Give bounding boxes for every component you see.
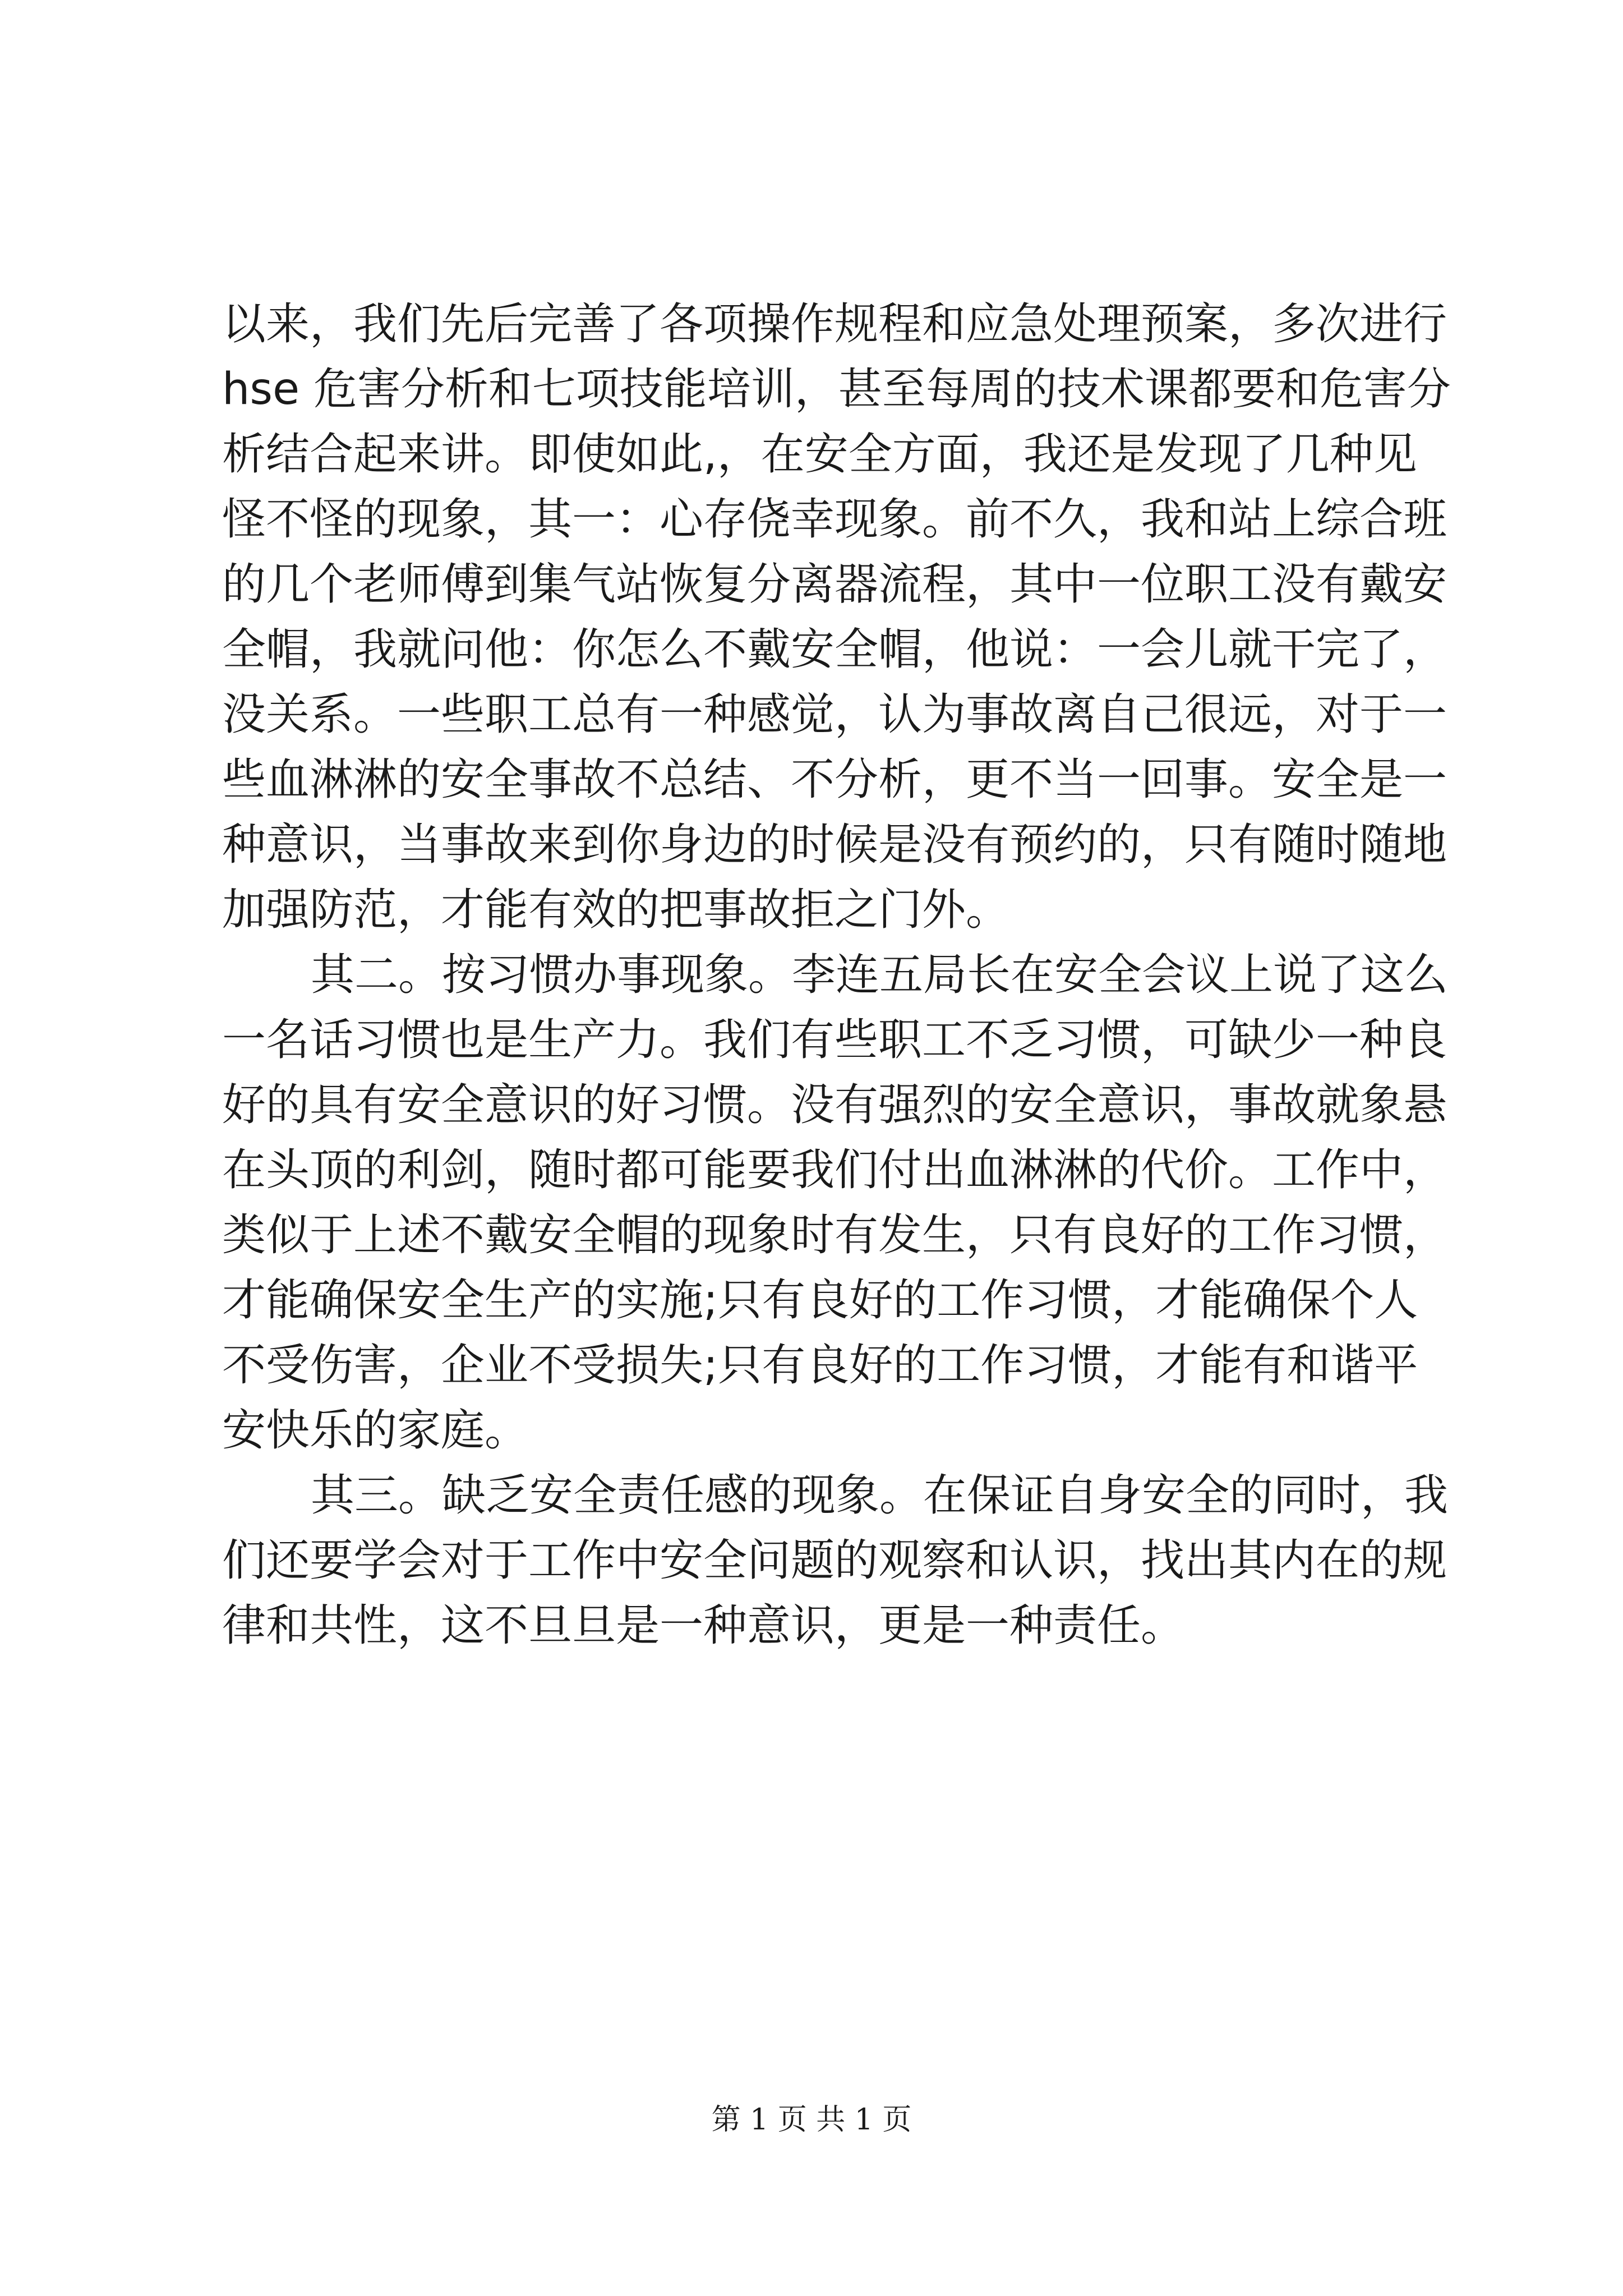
text-line: 没关系。一些职工总有一种感觉，认为事故离自己很远，对于一 (222, 689, 1447, 740)
text-line: 的几个老师傅到集气站恢复分离器流程，其中一位职工没有戴安 (222, 559, 1447, 610)
text-line: 在头顶的利剑，随时都可能要我们付出血淋淋的代价。工作中， (222, 1145, 1447, 1195)
text-line: 析结合起来讲。即使如此,，在安全方面，我还是发现了几种见 (222, 429, 1417, 480)
text-line: 才能确保安全生产的实施;只有良好的工作习惯，才能确保个人 (222, 1275, 1418, 1326)
text-line: 怪不怪的现象，其一：心存侥幸现象。前不久，我和站上综合班 (222, 494, 1447, 545)
text-line: 安快乐的家庭。 (222, 1405, 529, 1456)
text-line: 其二。按习惯办事现象。李连五局长在安全会议上说了这么 (311, 950, 1449, 1000)
text-line: hse 危害分析和七项技能培训，甚至每周的技术课都要和危害分 (222, 364, 1451, 415)
paragraph-1 (222, 292, 1451, 942)
paragraph-3 (222, 1463, 1449, 1658)
text-line: 类似于上述不戴安全帽的现象时有发生，只有良好的工作习惯， (222, 1210, 1447, 1260)
text-line: 其三。缺乏安全责任感的现象。在保证自身安全的同时，我 (311, 1470, 1449, 1521)
text-line: 不受伤害，企业不受损失;只有良好的工作习惯，才能有和谐平 (222, 1340, 1418, 1391)
text-line: 好的具有安全意识的好习惯。没有强烈的安全意识，事故就象悬 (222, 1080, 1447, 1130)
document-body (222, 292, 1451, 1658)
text-line: 一名话习惯也是生产力。我们有些职工不乏习惯，可缺少一种良 (222, 1015, 1447, 1065)
page-footer: 第 1 页 共 1 页 (711, 2103, 912, 2137)
text-line: 律和共性，这不旦旦是一种意识，更是一种责任。 (222, 1600, 1185, 1651)
text-line: 种意识，当事故来到你身边的时候是没有预约的，只有随时随地 (222, 820, 1447, 870)
text-line: 加强防范，才能有效的把事故拒之门外。 (222, 885, 1010, 935)
text-line: 们还要学会对于工作中安全问题的观察和认识，找出其内在的规 (222, 1535, 1447, 1586)
text-line: 全帽，我就问他：你怎么不戴安全帽，他说：一会儿就干完了， (222, 624, 1447, 675)
paragraph-2 (222, 942, 1449, 1463)
text-line: 以来，我们先后完善了各项操作规程和应急处理预案，多次进行 (222, 299, 1447, 349)
text-line: 些血淋淋的安全事故不总结、不分析，更不当一回事。安全是一 (222, 754, 1447, 805)
